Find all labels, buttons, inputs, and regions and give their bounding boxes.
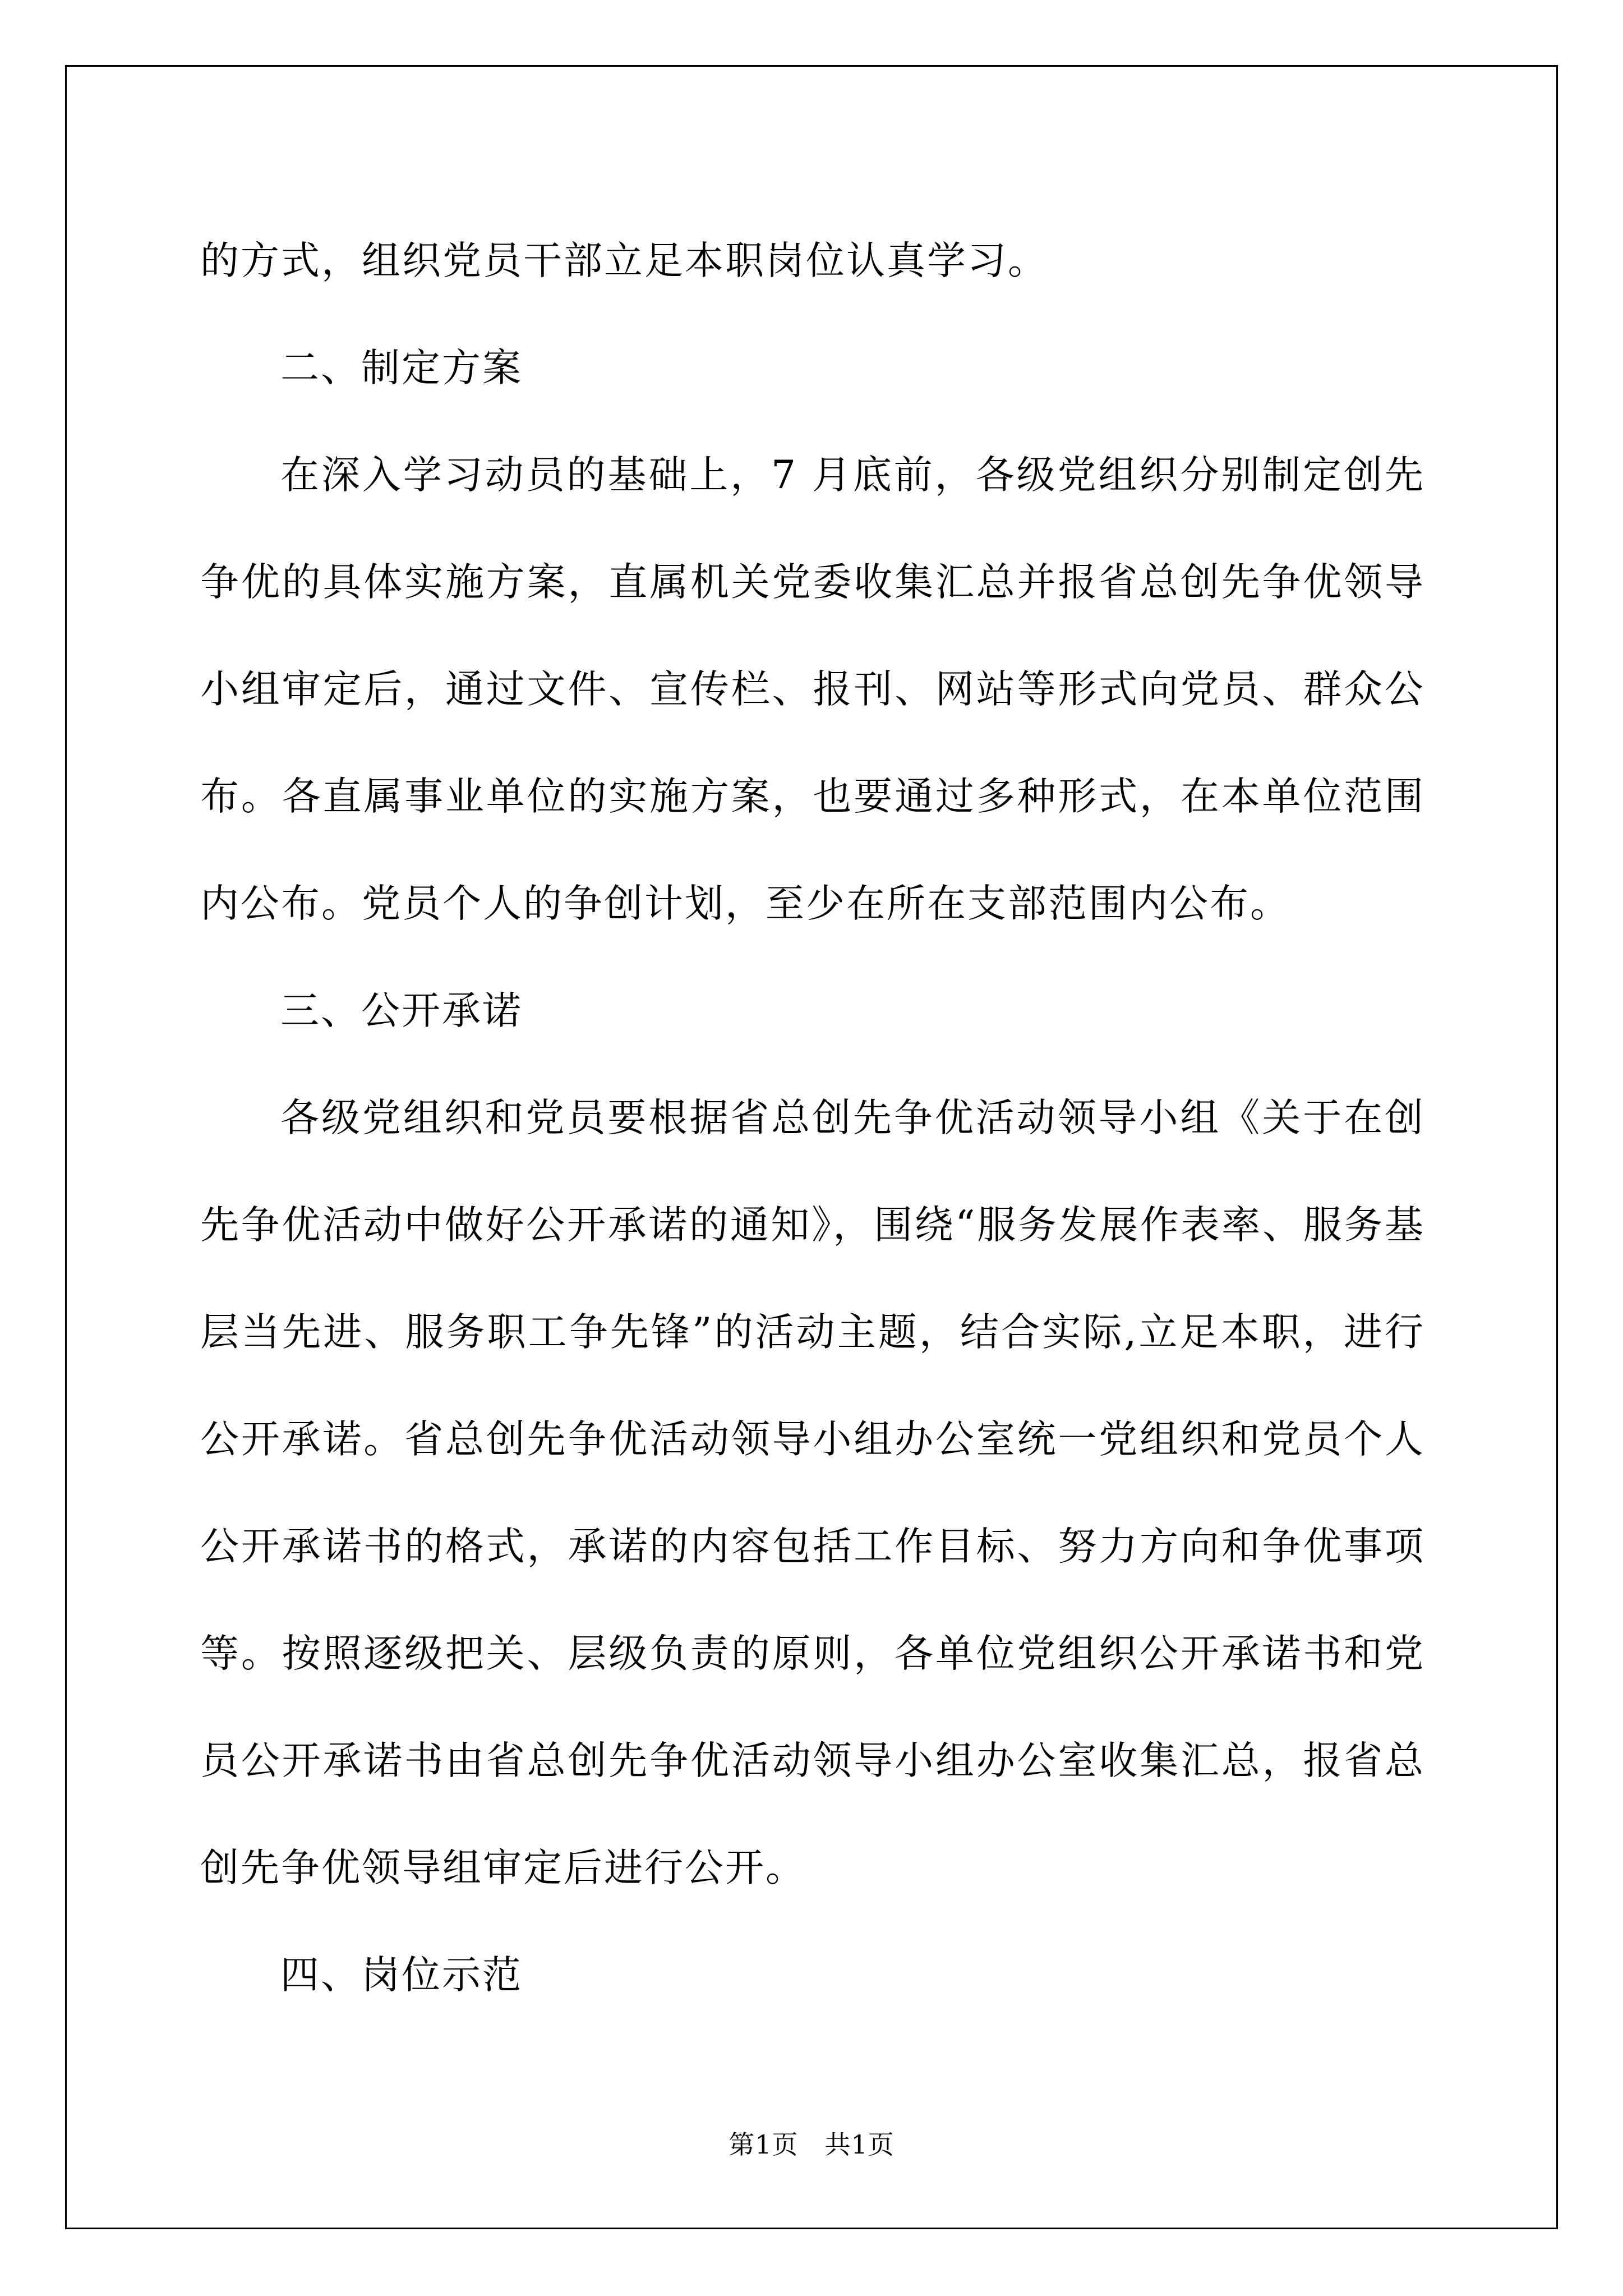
page-number-footer: 第1页 共1页 bbox=[728, 2129, 895, 2160]
text-line: 在深入学习动员的基础上，7 月底前，各级党组织分别制定创先 bbox=[280, 453, 1425, 498]
text-line: 争优的具体实施方案，直属机关党委收集汇总并报省总创先争优领导 bbox=[200, 560, 1425, 605]
text-line: 小组审定后，通过文件、宣传栏、报刊、网站等形式向党员、群众公 bbox=[200, 667, 1425, 712]
section-heading: 四、岗位示范 bbox=[280, 1953, 523, 1998]
text-line: 布。各直属事业单位的实施方案，也要通过多种形式，在本单位范围 bbox=[200, 774, 1425, 819]
text-line: 创先争优领导组审定后进行公开。 bbox=[200, 1846, 806, 1890]
section-heading: 二、制定方案 bbox=[280, 346, 523, 390]
document-body bbox=[200, 208, 1425, 2029]
text-line: 内公布。党员个人的争创计划，至少在所在支部范围内公布。 bbox=[200, 881, 1290, 926]
section-heading: 三、公开承诺 bbox=[280, 988, 523, 1033]
text-line: 各级党组织和党员要根据省总创先争优活动领导小组《关于在创 bbox=[280, 1096, 1425, 1140]
text-line: 层当先进、服务职工争先锋”的活动主题，结合实际,立足本职，进行 bbox=[200, 1310, 1425, 1355]
text-line: 的方式，组织党员干部立足本职岗位认真学习。 bbox=[200, 238, 1048, 283]
text-line: 等。按照逐级把关、层级负责的原则，各单位党组织公开承诺书和党 bbox=[200, 1631, 1425, 1676]
text-line: 员公开承诺书由省总创先争优活动领导小组办公室收集汇总，报省总 bbox=[200, 1738, 1425, 1783]
text-line: 公开承诺。省总创先争优活动领导小组办公室统一党组织和党员个人 bbox=[200, 1417, 1425, 1462]
text-line: 公开承诺书的格式，承诺的内容包括工作目标、努力方向和争优事项 bbox=[200, 1524, 1425, 1569]
text-line: 先争优活动中做好公开承诺的通知》，围绕“服务发展作表率、服务基 bbox=[200, 1203, 1425, 1248]
